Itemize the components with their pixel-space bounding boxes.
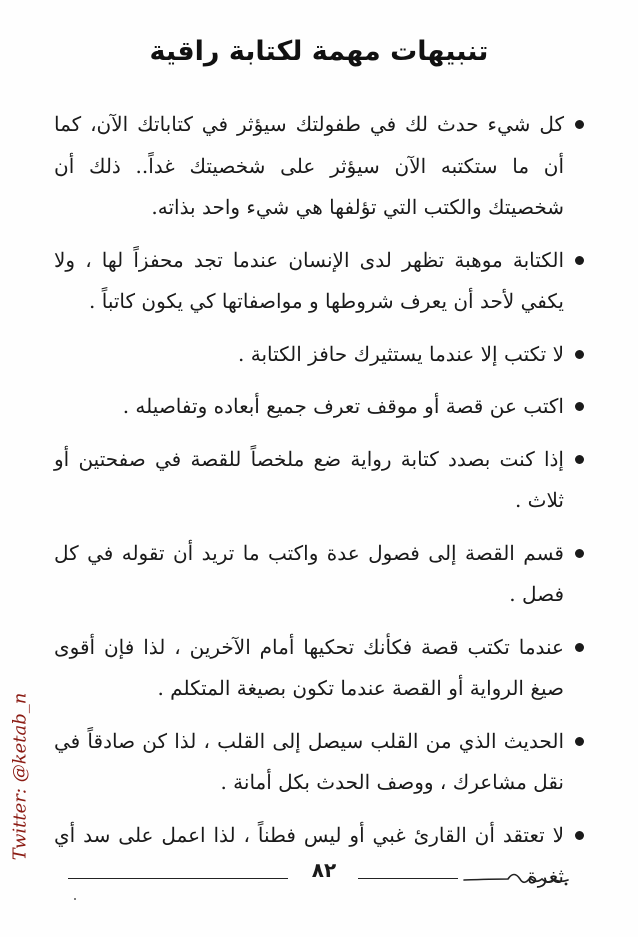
bullet-icon <box>575 350 584 359</box>
footer-rule-right <box>358 878 458 879</box>
list-item <box>54 533 584 616</box>
signature-flourish-icon <box>462 864 572 892</box>
list-item <box>54 386 584 428</box>
page-title: تنبيهات مهمة لكتابة راقية <box>149 36 489 67</box>
bullet-icon <box>575 455 584 464</box>
item-text: إذا كنت بصدد كتابة رواية ضع ملخصاً للقصة في صفحتين أو ثلاث . <box>54 446 564 512</box>
page-footer <box>0 856 638 896</box>
stray-dot <box>74 898 76 900</box>
tips-list <box>54 104 584 909</box>
list-item <box>54 721 584 804</box>
item-text: قسم القصة إلى فصول عدة واكتب ما تريد أن تقوله في كل فصل . <box>54 540 564 606</box>
bullet-icon <box>575 737 584 746</box>
item-text: عندما تكتب قصة فكأنك تحكيها أمام الآخرين ، لذا فإن أقوى صيغ الرواية أو القصة عندما تكون بصيغة المتكلم . <box>54 634 564 700</box>
twitter-watermark: Twitter: @ketab_n <box>9 692 31 861</box>
bullet-icon <box>575 120 584 129</box>
item-text: لا تعتقد أن القارئ غبي أو ليس فطناً ، لذا اعمل على سد أي ثغرة <box>54 822 564 888</box>
list-item <box>54 439 584 522</box>
item-text: اكتب عن قصة أو موقف تعرف جميع أبعاده وتفاصيله . <box>122 394 564 418</box>
bullet-icon <box>575 831 584 840</box>
page-number: ٨٢ <box>311 858 337 882</box>
bullet-icon <box>575 549 584 558</box>
bullet-icon <box>575 643 584 652</box>
item-text: الكتابة موهبة تظهر لدى الإنسان عندما تجد محفزاً لها ، ولا يكفي لأحد أن يعرف شروطها و مواصفاتها كي يكون كاتباً . <box>54 247 564 313</box>
list-item <box>54 104 584 229</box>
list-item <box>54 240 584 323</box>
item-text: كل شيء حدث لك في طفولتك سيؤثر في كتاباتك الآن، كما أن ما ستكتبه الآن سيؤثر على شخصيتك غداً.. ذلك أن شخصيتك والكتب التي تؤلفها هي شيء واحد بذاته. <box>54 112 564 219</box>
list-item <box>54 334 584 376</box>
footer-rule-left <box>68 878 288 879</box>
bullet-icon <box>575 402 584 411</box>
item-text: لا تكتب إلا عندما يستثيرك حافز الكتابة . <box>238 341 564 366</box>
list-item <box>54 627 584 710</box>
bullet-icon <box>575 256 584 265</box>
item-text: الحديث الذي من القلب سيصل إلى القلب ، لذا كن صادقاً في نقل مشاعرك ، ووصف الحدث بكل أمانة . <box>54 728 564 794</box>
